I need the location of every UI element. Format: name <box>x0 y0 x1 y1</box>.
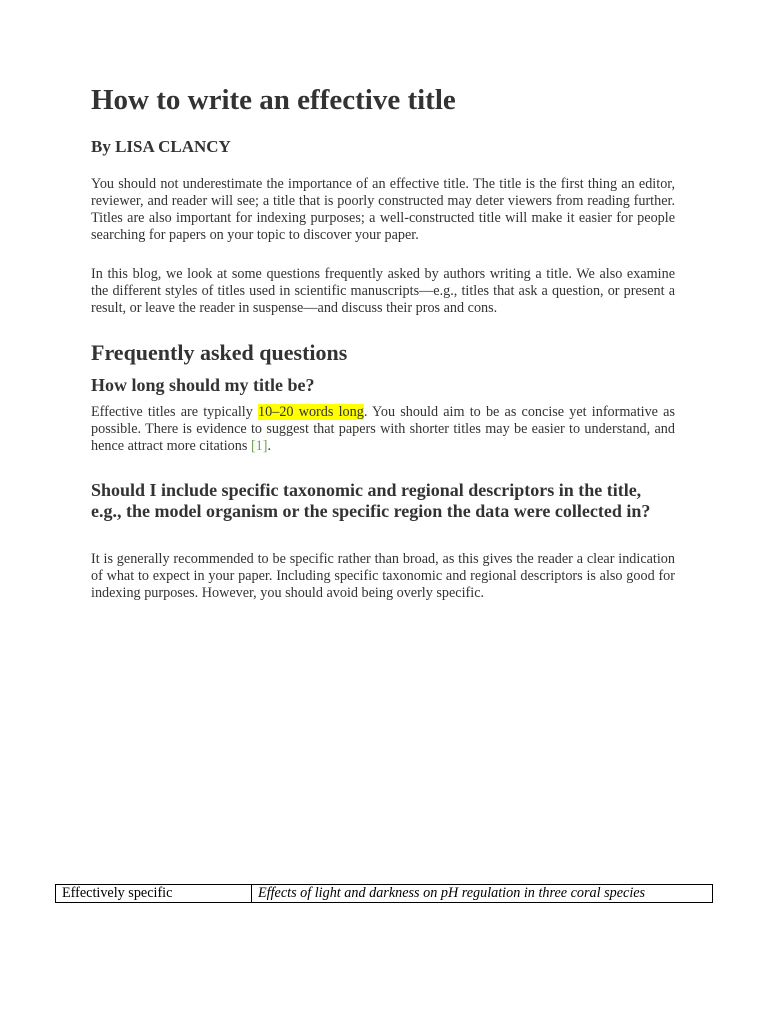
table-cell-example: Effects of light and darkness on pH regulation in three coral species <box>252 885 713 903</box>
faq-question-descriptors: Should I include specific taxonomic and regional descriptors in the title, e.g., the model organism or the specific region the data were collected in? <box>91 480 651 521</box>
faq-answer-descriptors: It is generally recommended to be specific rather than broad, as this gives the reader a clear indication of what to expect in your paper. Including specific taxonomic and regional descriptors is also good for indexing purposes. However, you should avoid being overly specific. <box>91 551 675 601</box>
faq-answer-title-length <box>91 404 675 455</box>
example-titles-table <box>55 884 713 903</box>
table-cell-label: Effectively specific <box>56 885 252 903</box>
faq-heading: Frequently asked questions <box>91 340 348 365</box>
highlighted-word-count: 10–20 words long <box>258 404 364 420</box>
faq-question-title-length: How long should my title be? <box>91 375 315 395</box>
intro-paragraph-1: You should not underestimate the importance of an effective title. The title is the first thing an editor, reviewer, and reader will see; a title that is poorly constructed may deter viewers from reading further. Titles are also important for indexing purposes; a well-constructed title will make it easier for people searching for papers on your topic to discover your paper. <box>91 176 675 243</box>
answer-text-end: . <box>267 438 272 454</box>
citation-link[interactable]: [1] <box>250 438 268 454</box>
answer-text-middle: . You should aim to be as concise yet informative as possible. There is evidence to suggest that papers with shorter titles may be easier to understand, and hence attract more citations <box>91 404 675 454</box>
table-row <box>56 885 713 903</box>
intro-paragraph-2: In this blog, we look at some questions frequently asked by authors writing a title. We also examine the different styles of titles used in scientific manuscripts—e.g., titles that ask a question, or present a result, or leave the reader in suspense—and discuss their pros and cons. <box>91 266 675 316</box>
author-byline: By LISA CLANCY <box>91 137 231 156</box>
answer-text-start: Effective titles are typically <box>91 404 259 420</box>
article-title: How to write an effective title <box>91 84 456 116</box>
